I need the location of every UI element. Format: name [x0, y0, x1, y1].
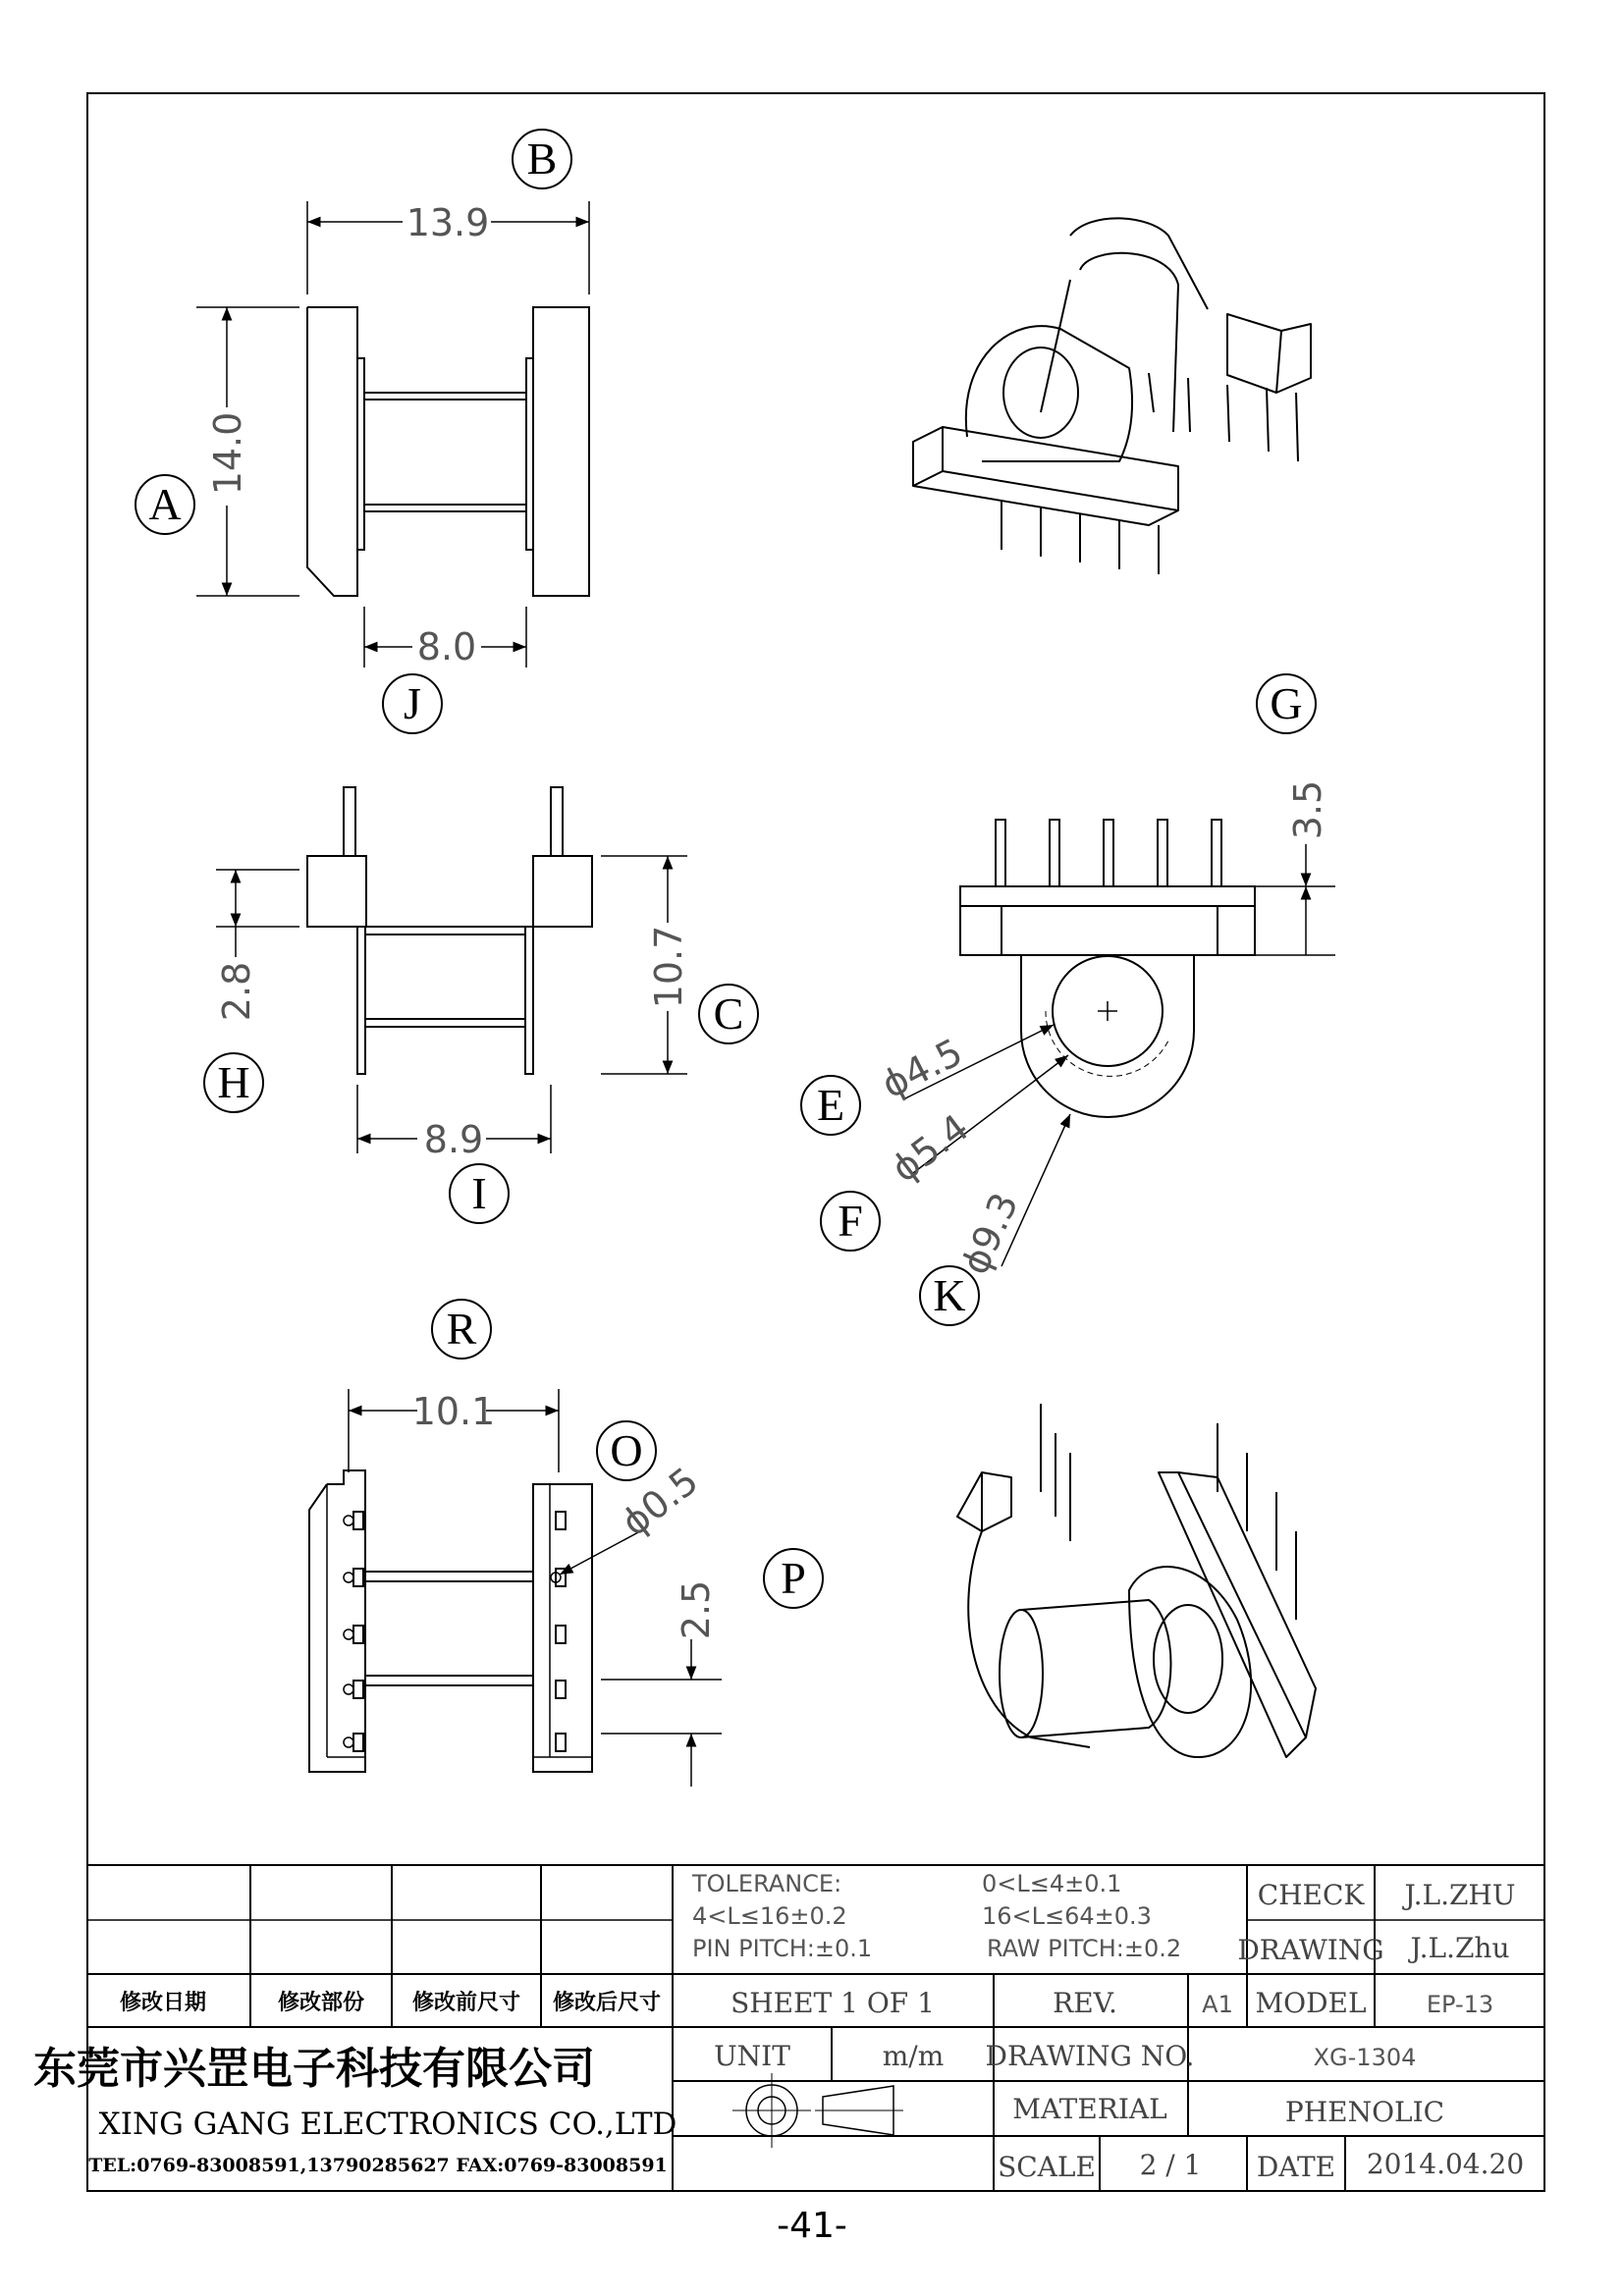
dim-c-value: 10.7 — [647, 925, 690, 1009]
label-o: O — [610, 1425, 643, 1475]
label-r: R — [446, 1304, 477, 1354]
label-e: E — [816, 1080, 845, 1130]
sheet-count: SHEET 1 OF 1 — [731, 1987, 935, 2019]
side-view — [903, 820, 1335, 1266]
drawing-label: DRAWING — [1237, 1934, 1384, 1966]
callout-labels — [135, 130, 1316, 1608]
check-value: J.L.ZHU — [1404, 1879, 1516, 1911]
label-j: J — [404, 678, 421, 728]
dim-f-value: ϕ5.4 — [883, 1105, 977, 1191]
label-p: P — [781, 1553, 806, 1603]
label-g: G — [1270, 678, 1303, 728]
scale-label: SCALE — [998, 2151, 1096, 2183]
label-i: I — [471, 1168, 487, 1218]
rev-value: A1 — [1202, 1991, 1233, 2018]
unit-label: UNIT — [714, 2040, 790, 2072]
rev-header-date: 修改日期 — [119, 1990, 207, 2015]
label-a: A — [148, 479, 182, 529]
dim-g-value: 3.5 — [1286, 779, 1329, 840]
material-value: PHENOLIC — [1284, 2096, 1445, 2128]
label-b: B — [526, 133, 558, 184]
isometric-view-bottom — [957, 1404, 1316, 1757]
material-label: MATERIAL — [1012, 2093, 1167, 2125]
unit-value: m/m — [882, 2040, 945, 2072]
company-contact: TEL:0769-83008591,13790285627 FAX:0769-83008591 — [88, 2155, 668, 2176]
drawing-number-value: XG-1304 — [1313, 2044, 1417, 2071]
label-k: K — [933, 1270, 966, 1320]
dim-k-value: ϕ9.3 — [952, 1186, 1027, 1281]
dim-e-value: ϕ4.5 — [875, 1030, 970, 1107]
label-f: F — [838, 1196, 863, 1246]
rev-header-part: 修改部份 — [277, 1990, 365, 2015]
isometric-view-top — [913, 218, 1311, 574]
date-label: DATE — [1256, 2151, 1336, 2183]
tolerance-range-2: 4<L≤16±0.2 — [692, 1902, 847, 1930]
bottom-view — [309, 1389, 722, 1787]
tolerance-range-1: 0<L≤4±0.1 — [982, 1870, 1122, 1897]
front-view — [216, 787, 687, 1153]
drawing-number-label: DRAWING NO. — [985, 2040, 1195, 2072]
check-label: CHECK — [1257, 1879, 1365, 1911]
dim-j-value: 8.0 — [416, 625, 477, 668]
dim-i-value: 8.9 — [423, 1118, 484, 1161]
dim-b-value: 13.9 — [406, 201, 490, 244]
rev-header-before: 修改前尺寸 — [411, 1990, 521, 2015]
label-h: H — [217, 1057, 250, 1107]
tolerance-label: TOLERANCE: — [692, 1870, 842, 1897]
dim-h-value: 2.8 — [215, 961, 258, 1022]
rev-label: REV. — [1053, 1987, 1117, 2019]
page-number: -41- — [777, 2206, 847, 2246]
drawing-value: J.L.Zhu — [1410, 1932, 1510, 1964]
dim-pitch-value: 2.5 — [675, 1579, 718, 1640]
company-name-en: XING GANG ELECTRONICS CO.,LTD — [98, 2107, 677, 2142]
dim-r-value: 10.1 — [411, 1390, 496, 1433]
date-value: 2014.04.20 — [1366, 2148, 1525, 2180]
company-name-cn: 东莞市兴罡电子科技有限公司 — [33, 2044, 595, 2094]
pin-pitch-tolerance: PIN PITCH:±0.1 — [692, 1935, 873, 1962]
model-label: MODEL — [1255, 1987, 1367, 2019]
rev-header-after: 修改后尺寸 — [552, 1990, 662, 2015]
tolerance-range-3: 16<L≤64±0.3 — [982, 1902, 1152, 1930]
dim-o-value: ϕ0.5 — [613, 1459, 707, 1545]
model-value: EP-13 — [1426, 1991, 1494, 2018]
label-c: C — [713, 988, 744, 1039]
top-view — [196, 201, 589, 667]
scale-value: 2 / 1 — [1139, 2149, 1202, 2181]
raw-pitch-tolerance: RAW PITCH:±0.2 — [987, 1935, 1182, 1962]
dim-a-value: 14.0 — [206, 411, 249, 496]
